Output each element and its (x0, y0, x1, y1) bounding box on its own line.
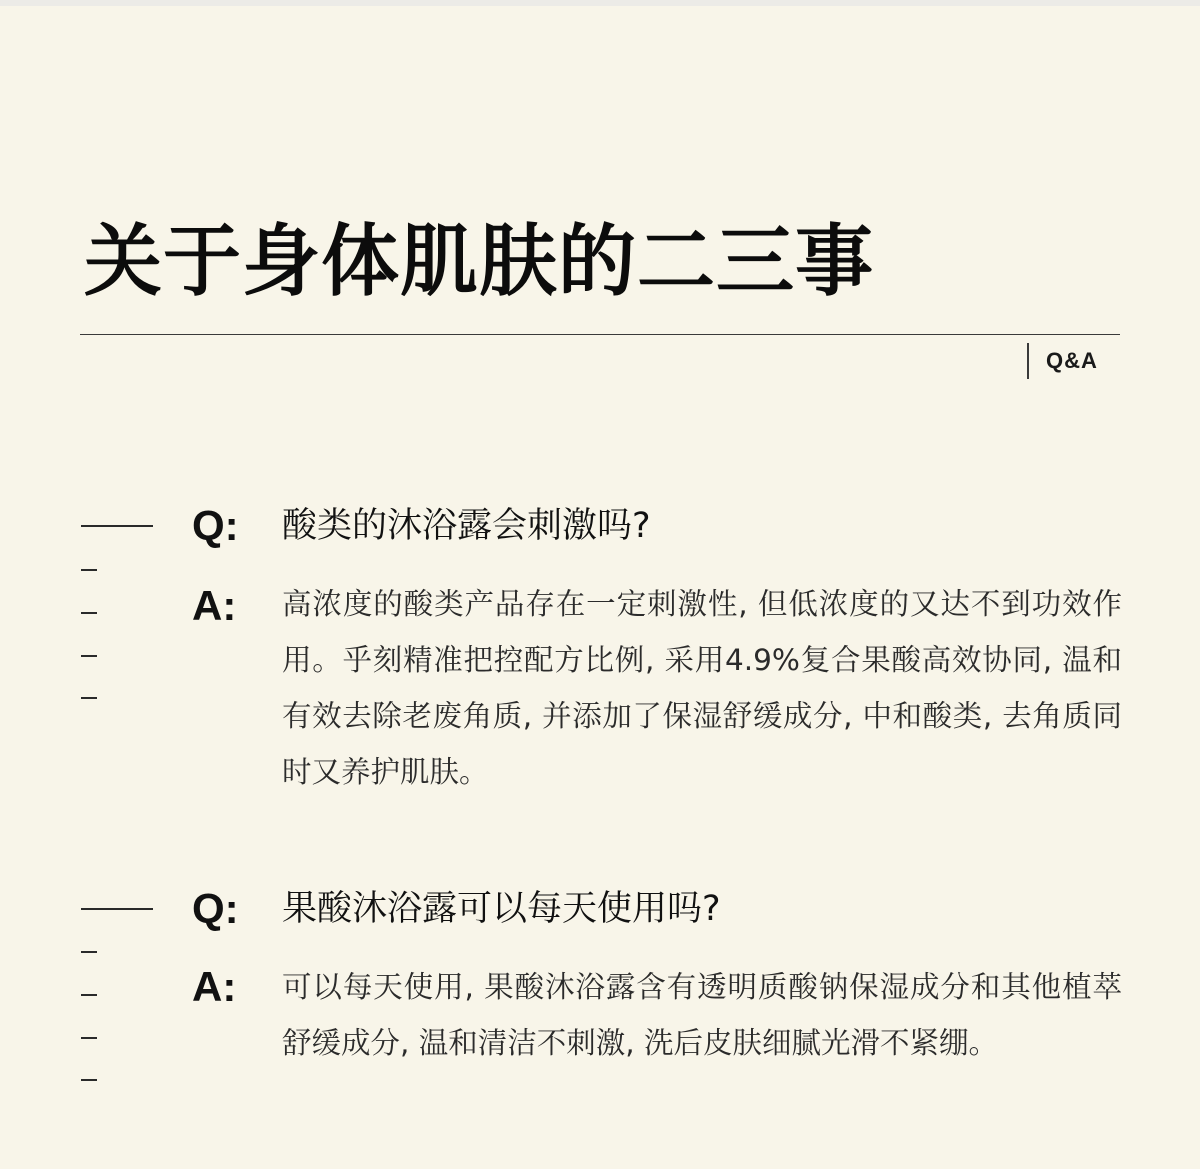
qa-tag: Q&A (1046, 348, 1098, 373)
question-text: 酸类的沐浴露会刺激吗? (282, 506, 651, 546)
decorative-dash (81, 612, 97, 614)
decorative-dash (81, 655, 97, 657)
decorative-line (81, 908, 153, 910)
decorative-dash (81, 1037, 97, 1039)
decorative-dash (81, 994, 97, 996)
decorative-dash (81, 1079, 97, 1081)
decorative-line (81, 525, 153, 527)
decorative-dash (81, 697, 97, 699)
question-label: Q: (192, 885, 239, 932)
decorative-dash (81, 569, 97, 571)
question-text: 果酸沐浴露可以每天使用吗? (282, 889, 721, 929)
answer-text: 可以每天使用, 果酸沐浴露含有透明质酸钠保湿成分和其他植萃舒缓成分, 温和清洁不刺激, 洗后皮肤细腻光滑不紧绷。 (282, 970, 1122, 1060)
page-title: 关于身体肌肤的二三事 (84, 217, 875, 307)
top-strip (0, 0, 1200, 6)
tag-divider (1027, 343, 1029, 379)
answer-label: A: (192, 582, 237, 629)
decorative-dash (81, 951, 97, 953)
title-divider (80, 334, 1120, 335)
question-label: Q: (192, 502, 239, 549)
answer-label: A: (192, 963, 237, 1010)
answer-text: 高浓度的酸类产品存在一定刺激性, 但低浓度的又达不到功效作用。乎刻精准把控配方比例, 采用4.9%复合果酸高效协同, 温和有效去除老废角质, 并添加了保湿舒缓成分, 中和酸类, 去角质同时又养护肌肤。 (282, 587, 1122, 789)
